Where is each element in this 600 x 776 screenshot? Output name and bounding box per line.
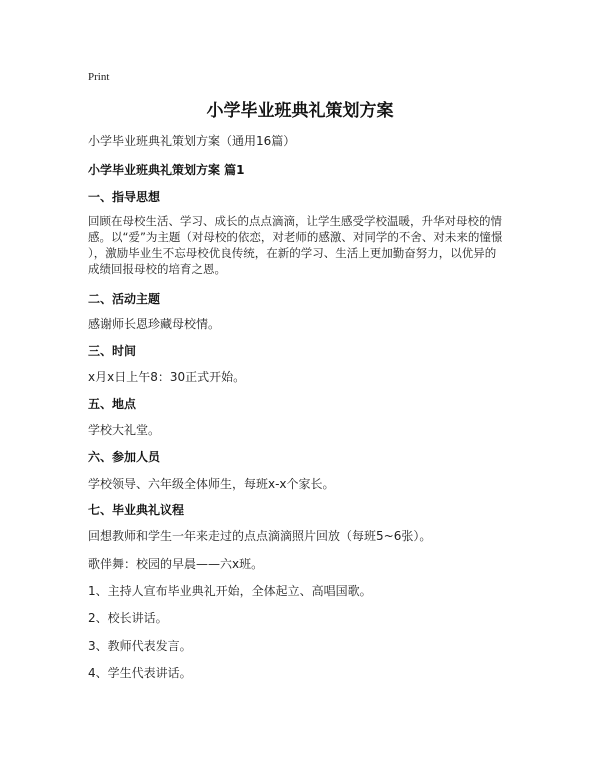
agenda-item-4: 4、学生代表讲话。 xyxy=(88,666,192,680)
section-text-time: x月x日上午8：30正式开始。 xyxy=(88,370,246,384)
section-heading-participants: 六、参加人员 xyxy=(88,450,161,464)
agenda-item-2: 2、校长讲话。 xyxy=(88,611,168,625)
agenda-text-photo-review: 回想教师和学生一年来走过的点点滴滴照片回放（每班5~6张）。 xyxy=(88,529,432,543)
page-title: 小学毕业班典礼策划方案 xyxy=(206,101,394,121)
section-text-location: 学校大礼堂。 xyxy=(88,423,161,437)
section-paragraph-guiding-thought xyxy=(88,213,516,277)
section-heading-agenda: 七、毕业典礼议程 xyxy=(88,503,185,517)
section-heading-theme: 二、活动主题 xyxy=(88,292,161,306)
section-text-participants: 学校领导、六年级全体师生，每班x-x个家长。 xyxy=(88,477,335,491)
section-heading-time: 三、时间 xyxy=(88,344,137,358)
paragraph-line: ），激励毕业生不忘母校优良传统，在新的学习、生活上更加勤奋努力，以优异的 xyxy=(88,246,497,260)
paragraph-line: 回顾在母校生活、学习、成长的点点滴滴，让学生感受学校温暖，升华对母校的情 xyxy=(88,214,502,228)
print-link[interactable]: Print xyxy=(88,71,110,83)
section-heading-location: 五、地点 xyxy=(88,397,137,411)
article-heading: 小学毕业班典礼策划方案 篇1 xyxy=(88,163,245,177)
paragraph-line: 成绩回报母校的培育之恩。 xyxy=(88,262,226,276)
agenda-text-dance: 歌伴舞：校园的早晨——六x班。 xyxy=(88,557,264,571)
agenda-item-1: 1、主持人宣布毕业典礼开始，全体起立、高唱国歌。 xyxy=(88,584,372,598)
paragraph-line: 感。以“爱”为主题（对母校的依恋，对老师的感激、对同学的不舍、对未来的憧憬 xyxy=(88,230,503,244)
agenda-item-3: 3、教师代表发言。 xyxy=(88,639,192,653)
document-subtitle: 小学毕业班典礼策划方案（通用16篇） xyxy=(88,134,296,148)
section-text-theme: 感谢师长恩珍藏母校情。 xyxy=(88,317,221,331)
section-heading-guiding-thought: 一、指导思想 xyxy=(88,190,161,204)
